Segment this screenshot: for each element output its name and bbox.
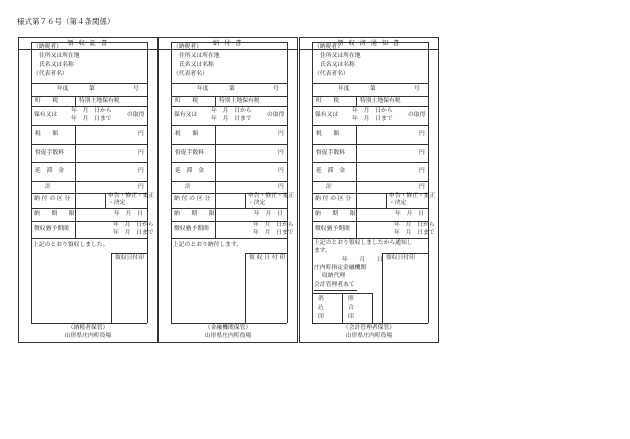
panel-title: 納 付 書 — [159, 38, 297, 50]
yen-unit: 円 — [278, 168, 284, 174]
rule-line — [31, 106, 147, 107]
rule-line — [245, 193, 246, 208]
rule-line — [312, 162, 428, 163]
rule-line — [356, 193, 357, 238]
division-label: 納 付 の 区 分 — [174, 196, 211, 202]
rule-line — [312, 238, 428, 239]
rule-line — [31, 238, 32, 323]
town-tax-label: 町 税 — [316, 98, 340, 104]
yen-unit: 円 — [419, 131, 425, 137]
division-label: 納 付 の 区 分 — [315, 196, 352, 202]
issuer-label: 山形県庄内町役場 — [204, 333, 252, 339]
period-to: 年 月 日まで — [211, 116, 252, 122]
tax-amount-label: 税 額 — [35, 131, 59, 137]
period-to: 年 月 日まで — [71, 116, 112, 122]
rule-line — [245, 253, 287, 254]
division-value-1: 申告・修正・更正 — [108, 193, 155, 199]
rule-line — [312, 83, 428, 84]
keeper-label: （納税者保管） — [67, 325, 109, 331]
rule-line — [75, 144, 76, 162]
seal-1: 消 — [318, 296, 324, 302]
tax-name: 特別土地保有税 — [219, 98, 260, 104]
total-label: 計 — [45, 184, 51, 190]
tax-amount-label: 税 額 — [175, 131, 199, 137]
yen-unit: 円 — [138, 131, 144, 137]
delay-label: 延 滞 金 — [35, 168, 64, 174]
fee-label: 督促手数料 — [35, 150, 64, 156]
due-label: 納 期 限 — [34, 211, 75, 217]
due-value: 年 月 日 — [114, 211, 143, 217]
keeper-label: （会計管理者保管） — [342, 325, 396, 331]
rule-line — [75, 96, 76, 106]
rule-line — [31, 83, 32, 238]
rule-line — [111, 253, 112, 323]
seal-1: 込 — [318, 305, 324, 311]
division-label: 納 付 の 区 分 — [34, 196, 71, 202]
statement: 上記のとおり納付します。 — [173, 242, 243, 248]
representative-label: （代表者名） — [33, 71, 68, 77]
panel-3 — [299, 37, 439, 343]
rule-line — [342, 293, 343, 323]
rule-line — [171, 208, 287, 209]
rule-line — [215, 162, 216, 181]
rule-line — [356, 162, 357, 181]
rule-line — [171, 238, 172, 323]
rule-line — [31, 162, 147, 163]
period-tail: の取得 — [127, 112, 145, 118]
rule-line — [428, 238, 429, 323]
yen-unit: 円 — [278, 150, 284, 156]
rule-line — [287, 83, 288, 238]
statement: 上記のとおり領収しましたから通知し — [314, 240, 413, 246]
total-label: 計 — [326, 184, 332, 190]
yen-unit: 円 — [419, 184, 425, 190]
address-label: 住所又は所在地 — [179, 53, 220, 59]
number-suffix: 号 — [414, 86, 420, 92]
yen-unit: 円 — [138, 168, 144, 174]
rule-line — [287, 238, 288, 323]
rule-line — [428, 42, 429, 83]
rule-line — [171, 162, 287, 163]
rule-line — [75, 193, 76, 238]
period-from: 年 月 日から — [352, 108, 393, 114]
rule-line — [382, 253, 383, 323]
rule-line — [31, 323, 147, 324]
year-label: 年度 — [197, 86, 209, 92]
seal-2: 印 — [348, 314, 354, 320]
grace-from: 年 月 日から — [394, 222, 435, 228]
rule-line — [312, 323, 428, 324]
rule-line — [382, 253, 428, 254]
rule-line — [171, 323, 287, 324]
rule-line — [171, 144, 287, 145]
date-line: 年 月 日 — [342, 257, 383, 263]
rule-line — [312, 106, 428, 107]
rule-line — [171, 83, 287, 84]
rule-line — [31, 83, 147, 84]
period-from: 年 月 日から — [211, 108, 252, 114]
division-value-1: 申告・修正・更正 — [248, 193, 295, 199]
agent-line: 収納代理 — [322, 273, 346, 279]
rule-line — [215, 125, 216, 144]
grace-from: 年 月 日から — [113, 222, 154, 228]
stamp-label: 領収日付印 — [115, 255, 144, 261]
number-suffix: 号 — [133, 86, 139, 92]
treasurer-line: 会計管理者あて — [314, 282, 355, 288]
number-suffix: 号 — [273, 86, 279, 92]
stamp-label: 領 収 日 付 印 — [249, 255, 286, 261]
rule-line — [171, 238, 287, 239]
grace-label: 徴収猶予期間 — [174, 226, 209, 232]
period-label: 保有又は — [315, 112, 339, 118]
fee-label: 督促手数料 — [316, 150, 345, 156]
panel-title: 領 収 証 書 — [19, 38, 157, 50]
stamp-label: 領収日付印 — [386, 255, 415, 261]
issuer-label: 山形県庄内町役場 — [345, 333, 393, 339]
rule-line — [171, 83, 172, 238]
rule-line — [75, 125, 76, 144]
division-value-1: 申告・修正・更正 — [389, 193, 436, 199]
rule-line — [312, 83, 313, 238]
rule-line — [312, 144, 428, 145]
grace-to: 年 月 日まで — [394, 230, 435, 236]
grace-from: 年 月 日から — [253, 222, 294, 228]
period-tail: の取得 — [267, 112, 285, 118]
due-value: 年 月 日 — [254, 211, 283, 217]
division-value-2: ・決定 — [389, 200, 407, 206]
rule-line — [312, 181, 428, 182]
rule-line — [31, 238, 147, 239]
number-label: 第 — [370, 86, 376, 92]
address-label: 住所又は所在地 — [39, 53, 80, 59]
yen-unit: 円 — [278, 184, 284, 190]
rule-line — [356, 144, 357, 162]
tax-amount-label: 税 額 — [316, 131, 340, 137]
seal-2: 照 — [348, 296, 354, 302]
rule-line — [31, 42, 147, 43]
rule-line — [356, 125, 357, 144]
town-tax-label: 町 税 — [35, 98, 59, 104]
payer-label: （納税者） — [314, 44, 343, 50]
rule-line — [31, 208, 147, 209]
address-label: 住所又は所在地 — [320, 53, 361, 59]
rule-line — [215, 144, 216, 162]
rule-line — [356, 96, 357, 106]
representative-label: （代表者名） — [314, 71, 349, 77]
form-code: 様式第７６号（第４条関係） — [17, 17, 115, 26]
yen-unit: 円 — [138, 184, 144, 190]
delay-label: 延 滞 金 — [316, 168, 345, 174]
number-label: 第 — [89, 86, 95, 92]
rule-line — [75, 181, 76, 193]
town-tax-label: 町 税 — [175, 98, 199, 104]
keeper-label: （金融機関保管） — [204, 325, 252, 331]
panel-2 — [158, 37, 298, 343]
name-label: 氏名又は名称 — [39, 62, 74, 68]
rule-line — [312, 208, 428, 209]
tax-name: 特別土地保有税 — [79, 98, 120, 104]
delay-label: 延 滞 金 — [175, 168, 204, 174]
yen-unit: 円 — [419, 150, 425, 156]
rule-line — [105, 193, 106, 208]
rule-line — [215, 181, 216, 193]
rule-line — [171, 96, 287, 97]
rule-line — [75, 162, 76, 181]
rule-line — [312, 42, 313, 83]
yen-unit: 円 — [138, 150, 144, 156]
rule-line — [31, 125, 147, 126]
rule-line — [312, 238, 313, 323]
period-to: 年 月 日まで — [352, 116, 393, 122]
fee-label: 督促手数料 — [175, 150, 204, 156]
rule-line — [245, 253, 246, 323]
statement: 上記のとおり領収しました。 — [33, 242, 109, 248]
rule-line — [31, 181, 147, 182]
period-from: 年 月 日から — [71, 108, 112, 114]
panel-title: 領 収 済 通 知 書 — [300, 38, 438, 50]
rule-line — [386, 193, 387, 208]
year-label: 年度 — [338, 86, 350, 92]
panel-1 — [18, 37, 158, 343]
number-label: 第 — [229, 86, 235, 92]
statement-cont: ます。 — [314, 248, 331, 254]
rule-line — [287, 42, 288, 83]
yen-unit: 円 — [419, 168, 425, 174]
rule-line — [111, 253, 147, 254]
rule-line — [31, 96, 147, 97]
rule-line — [312, 42, 428, 43]
division-value-2: ・決定 — [248, 200, 266, 206]
rule-line — [31, 42, 32, 83]
rule-line — [372, 293, 373, 323]
seal-2: 合 — [348, 305, 354, 311]
grace-label: 徴収猶予期間 — [315, 226, 350, 232]
name-label: 氏名又は名称 — [320, 62, 355, 68]
due-label: 納 期 限 — [315, 211, 356, 217]
rule-line — [215, 193, 216, 238]
rule-line — [171, 181, 287, 182]
rule-line — [31, 144, 147, 145]
rule-line — [171, 106, 287, 107]
rule-line — [171, 42, 287, 43]
period-tail: の取得 — [408, 112, 426, 118]
seal-1: 印 — [318, 314, 324, 320]
rule-line — [314, 290, 357, 291]
rule-line — [312, 96, 428, 97]
yen-unit: 円 — [278, 131, 284, 137]
rule-line — [356, 181, 357, 193]
year-label: 年度 — [57, 86, 69, 92]
grace-label: 徴収猶予期間 — [34, 226, 69, 232]
payer-label: （納税者） — [173, 44, 202, 50]
representative-label: （代表者名） — [173, 71, 208, 77]
payer-label: （納税者） — [33, 44, 62, 50]
rule-line — [215, 96, 216, 106]
grace-to: 年 月 日まで — [253, 230, 294, 236]
bank-line: 庄内町指定金融機関 — [314, 265, 367, 271]
rule-line — [147, 42, 148, 83]
period-label: 保有又は — [34, 112, 58, 118]
rule-line — [312, 125, 428, 126]
issuer-label: 山形県庄内町役場 — [64, 333, 112, 339]
name-label: 氏名又は名称 — [179, 62, 214, 68]
rule-line — [171, 125, 287, 126]
division-value-2: ・決定 — [108, 200, 126, 206]
due-value: 年 月 日 — [395, 211, 424, 217]
rule-line — [147, 83, 148, 238]
total-label: 計 — [185, 184, 191, 190]
rule-line — [428, 83, 429, 238]
grace-to: 年 月 日まで — [113, 230, 154, 236]
tax-name: 特別土地保有税 — [360, 98, 401, 104]
due-label: 納 期 限 — [174, 211, 215, 217]
rule-line — [171, 42, 172, 83]
period-label: 保有又は — [174, 112, 198, 118]
rule-line — [147, 238, 148, 323]
